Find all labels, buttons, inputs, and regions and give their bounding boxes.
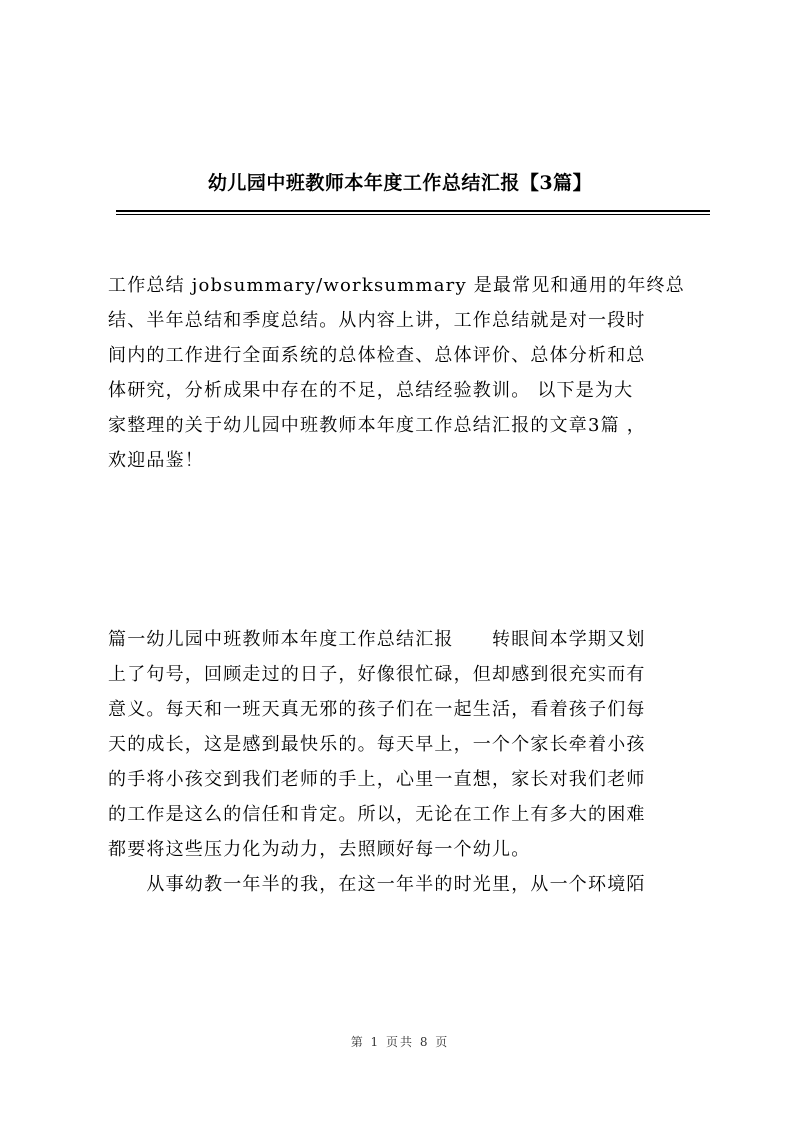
intro-line: 间内的工作进行全面系统的总体检查、总体评价、总体分析和总 [108, 345, 646, 366]
section-line: 的工作是这么的信任和肯定。所以，无论在工作上有多大的困难 [108, 804, 646, 825]
intro-paragraph [108, 268, 720, 478]
section-one-paragraph [108, 622, 720, 902]
section-line: 都要将这些压力化为动力，去照顾好每一个幼儿。 [108, 839, 531, 860]
intro-line: 体研究，分析成果中存在的不足，总结经验教训。 以下是为大 [108, 380, 634, 401]
section-line: 从事幼教一年半的我，在这一年半的时光里，从一个环境陌 [108, 874, 646, 895]
section-line: 天的成长，这是感到最快乐的。每天早上，一个个家长牵着小孩 [108, 734, 646, 755]
page-footer: 第 1 页共 8 页 [350, 1035, 450, 1049]
section-line: 意义。每天和一班天真无邪的孩子们在一起生活，看着孩子们每 [108, 699, 646, 720]
intro-line: 工作总结 jobsummary/worksummary 是最常见和通用的年终总 [108, 275, 685, 296]
section-line: 的手将小孩交到我们老师的手上，心里一直想，家长对我们老师 [108, 769, 646, 790]
intro-line: 家整理的关于幼儿园中班教师本年度工作总结汇报的文章3篇 ， [108, 415, 646, 436]
document-title: 幼儿园中班教师本年度工作总结汇报【3篇】 [207, 172, 593, 194]
intro-line: 欢迎品鉴！ [108, 450, 204, 471]
section-line: 篇一幼儿园中班教师本年度工作总结汇报 转眼间本学期又划 [108, 629, 646, 650]
title-underline [116, 210, 710, 212]
section-line: 上了句号，回顾走过的日子，好像很忙碌，但却感到很充实而有 [108, 664, 646, 685]
intro-line: 结、半年总结和季度总结。从内容上讲，工作总结就是对一段时 [108, 310, 646, 331]
title-underline-thin [116, 214, 710, 215]
